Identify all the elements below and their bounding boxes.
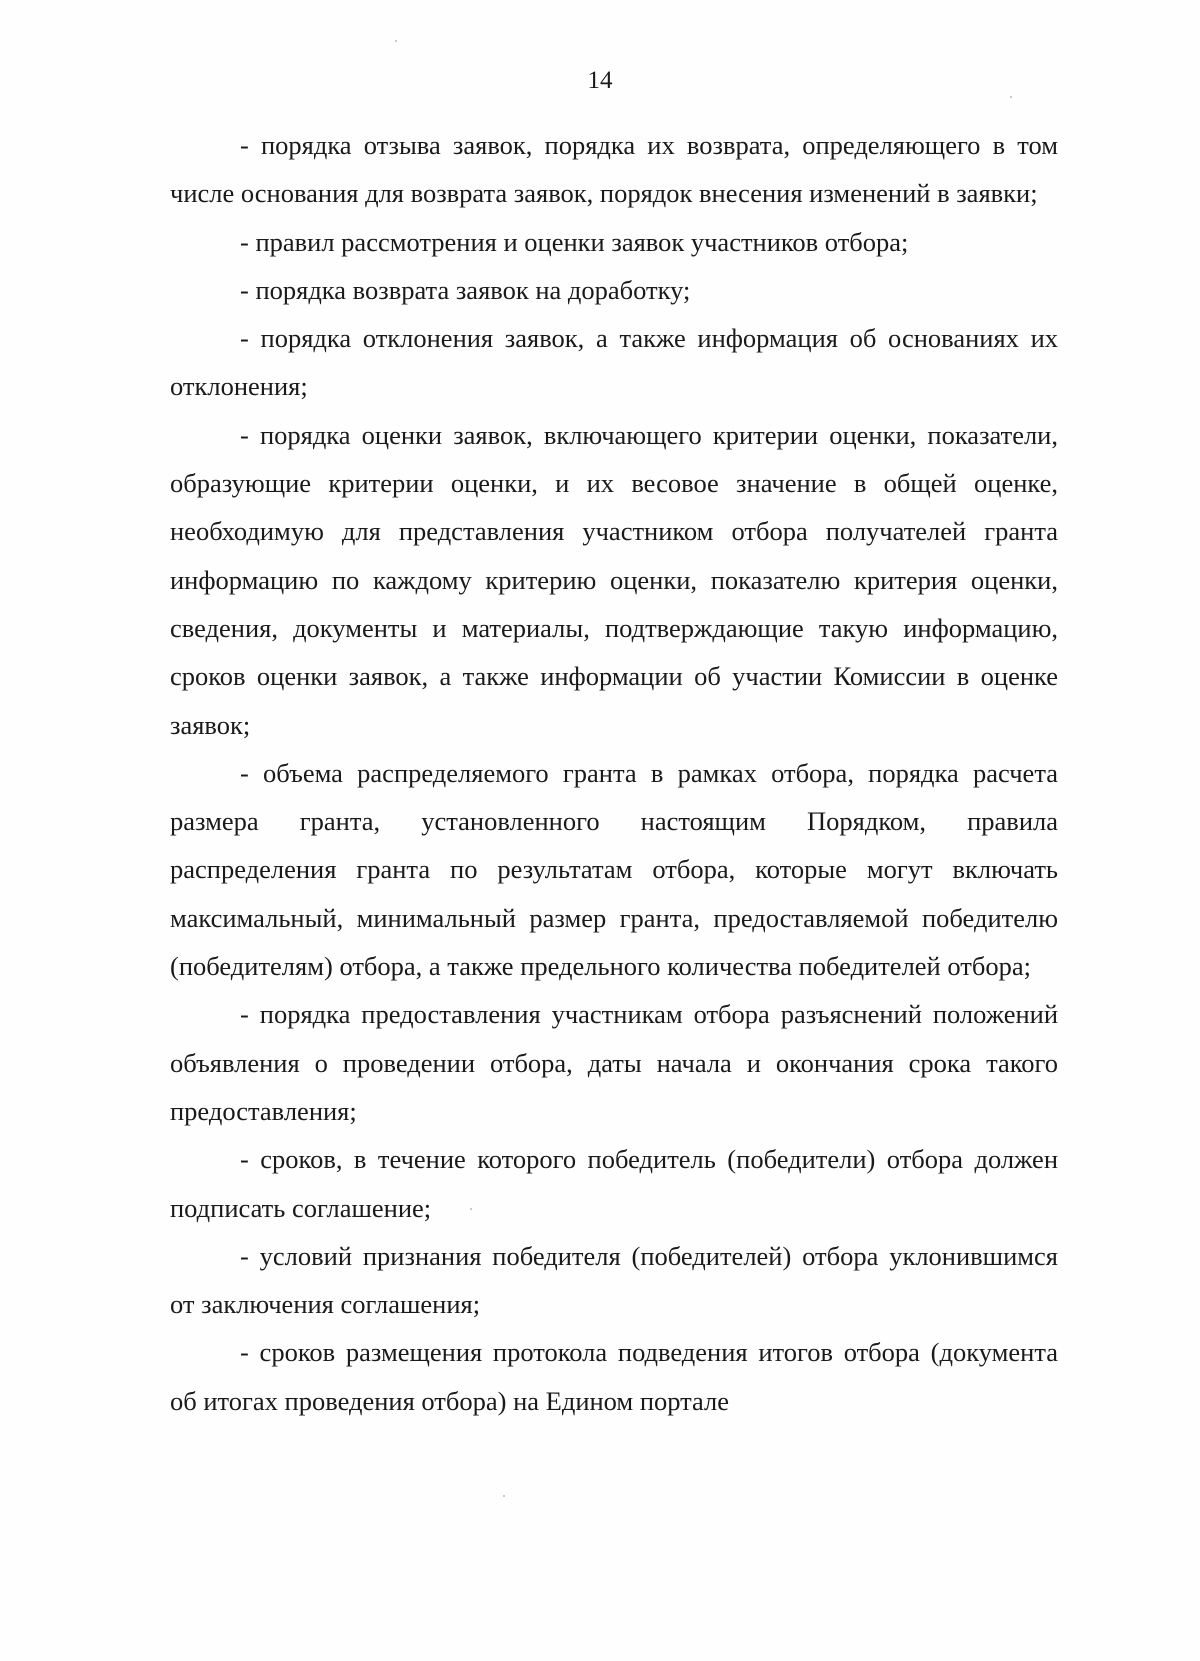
paragraph-review-rules: - правил рассмотрения и оценки заявок участников отбора; xyxy=(240,226,909,257)
body-text xyxy=(170,121,1058,1425)
paragraph-rejection: - порядка отклонения заявок, а также информация об основаниях их отклонения; xyxy=(170,323,1058,402)
paragraph-signing-terms: - сроков, в течение которого победитель (победители) отбора должен подписать соглашение; xyxy=(170,1144,1058,1223)
paragraph-evaluation: - порядка оценки заявок, включающего критерии оценки, показатели, образующие критерии оценки, и их весовое значение в общей оценке, необходимую для представления участником отбора получателей гранта информацию по каждому критерию оценки, показателю критерия оценки, сведения, документы и материалы, подтверждающие такую информацию, сроков оценки заявок, а также информации об участии Комиссии в оценке заявок; xyxy=(170,419,1058,740)
paragraph-return-for-revision: - порядка возврата заявок на доработку; xyxy=(240,274,691,305)
scan-speck xyxy=(1010,96,1012,98)
page-number: 14 xyxy=(587,67,613,94)
scan-speck xyxy=(395,40,397,42)
paragraph-protocol-publication: - сроков размещения протокола подведения итогов отбора (документа об итогах проведения отбора) на Едином портале xyxy=(170,1337,1058,1416)
paragraph-withdrawal: - порядка отзыва заявок, порядка их возврата, определяющего в том числе основания для возврата заявок, порядок внесения изменений в заявки; xyxy=(170,130,1058,209)
scan-speck xyxy=(470,1208,472,1210)
paragraph-grant-volume: - объема распределяемого гранта в рамках отбора, порядка расчета размера гранта, установленного настоящим Порядком, правила распределения гранта по результатам отбора, которые могут включать максимальный, минимальный размер гранта, предоставляемой победителю (победителям) отбора, а также предельного количества победителей отбора; xyxy=(170,757,1058,982)
paragraph-clarifications: - порядка предоставления участникам отбора разъяснений положений объявления о проведении отбора, даты начала и окончания срока такого предоставления; xyxy=(170,999,1058,1126)
scan-speck xyxy=(503,1495,505,1497)
paragraph-evasion: - условий признания победителя (победителей) отбора уклонившимся от заключения соглашения; xyxy=(170,1240,1058,1320)
